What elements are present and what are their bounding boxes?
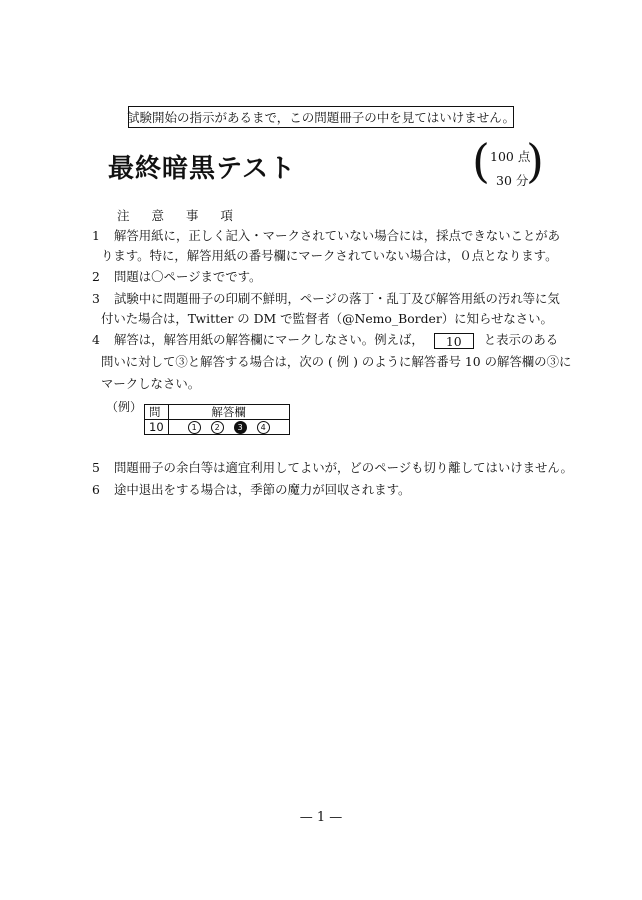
- example-answer-table: [144, 404, 290, 435]
- notice-item-3-cont: 付いた場合は，Twitter の DM で監督者（@Nemo_Border）に知らせなさい。: [101, 311, 553, 326]
- item-number: 6: [92, 482, 100, 497]
- item-text: 試験中に問題冊子の印刷不鮮明，ページの落丁・乱丁及び解答用紙の汚れ等に気: [114, 291, 560, 306]
- item-text-tail: と表示のある: [483, 332, 559, 347]
- item-number: 3: [92, 291, 100, 306]
- notice-item-1-cont: ります。特に，解答用紙の番号欄にマークされていない場合は，０点となります。: [101, 248, 558, 263]
- left-paren: (: [472, 134, 490, 188]
- notice-item-4-cont2: マークしなさい。: [101, 376, 201, 391]
- notice-item-2: [92, 269, 261, 285]
- item-text: 途中退出をする場合は，季節の魔力が回収されます。: [114, 482, 411, 497]
- exam-title: 最終暗黒テスト: [108, 154, 296, 184]
- item-number: 4: [92, 332, 100, 347]
- notice-item-4: [92, 332, 558, 349]
- item-number: 5: [92, 460, 100, 475]
- score-time-box: [472, 134, 544, 190]
- instruction-notice: 試験開始の指示があるまで，この問題冊子の中を見てはいけません。: [128, 106, 514, 128]
- notice-item-6: [92, 482, 410, 498]
- item-text: 問題冊子の余白等は適宜利用してよいが，どのページも切り離してはいけません。: [114, 460, 573, 475]
- item-text: 解答用紙に，正しく記入・マークされていない場合には，採点できないことがあ: [114, 228, 561, 243]
- item-text: 解答は，解答用紙の解答欄にマークしなさい。例えば，: [114, 332, 424, 347]
- question-header: 問: [145, 405, 169, 420]
- notice-item-1: [92, 228, 560, 244]
- answer-bubble-4: 4: [257, 421, 270, 434]
- answer-column-header: 解答欄: [168, 405, 289, 420]
- notice-item-3: [92, 291, 560, 307]
- time-limit: 30 分: [496, 173, 529, 188]
- page-number: — 1 —: [299, 810, 343, 825]
- notice-item-4-cont: 問いに対して③と解答する場合は，次の ( 例 ) のように解答番号 10 の解答欄の③に: [101, 354, 572, 369]
- item-number: 1: [92, 228, 100, 243]
- notice-item-5: [92, 460, 573, 476]
- notes-heading: 注 意 事 項: [117, 208, 242, 223]
- answer-number-box: 10: [434, 333, 474, 349]
- total-points: 100 点: [490, 149, 531, 164]
- answer-bubbles: [168, 420, 289, 435]
- item-text: 問題は〇ページまでです。: [114, 269, 262, 284]
- answer-bubble-1: 1: [188, 421, 201, 434]
- right-paren: ): [526, 134, 544, 188]
- answer-bubble-2: 2: [211, 421, 224, 434]
- question-number: 10: [145, 420, 169, 435]
- example-label: （例）: [106, 400, 143, 414]
- item-number: 2: [92, 269, 100, 284]
- answer-bubble-3-marked: 3: [234, 421, 247, 434]
